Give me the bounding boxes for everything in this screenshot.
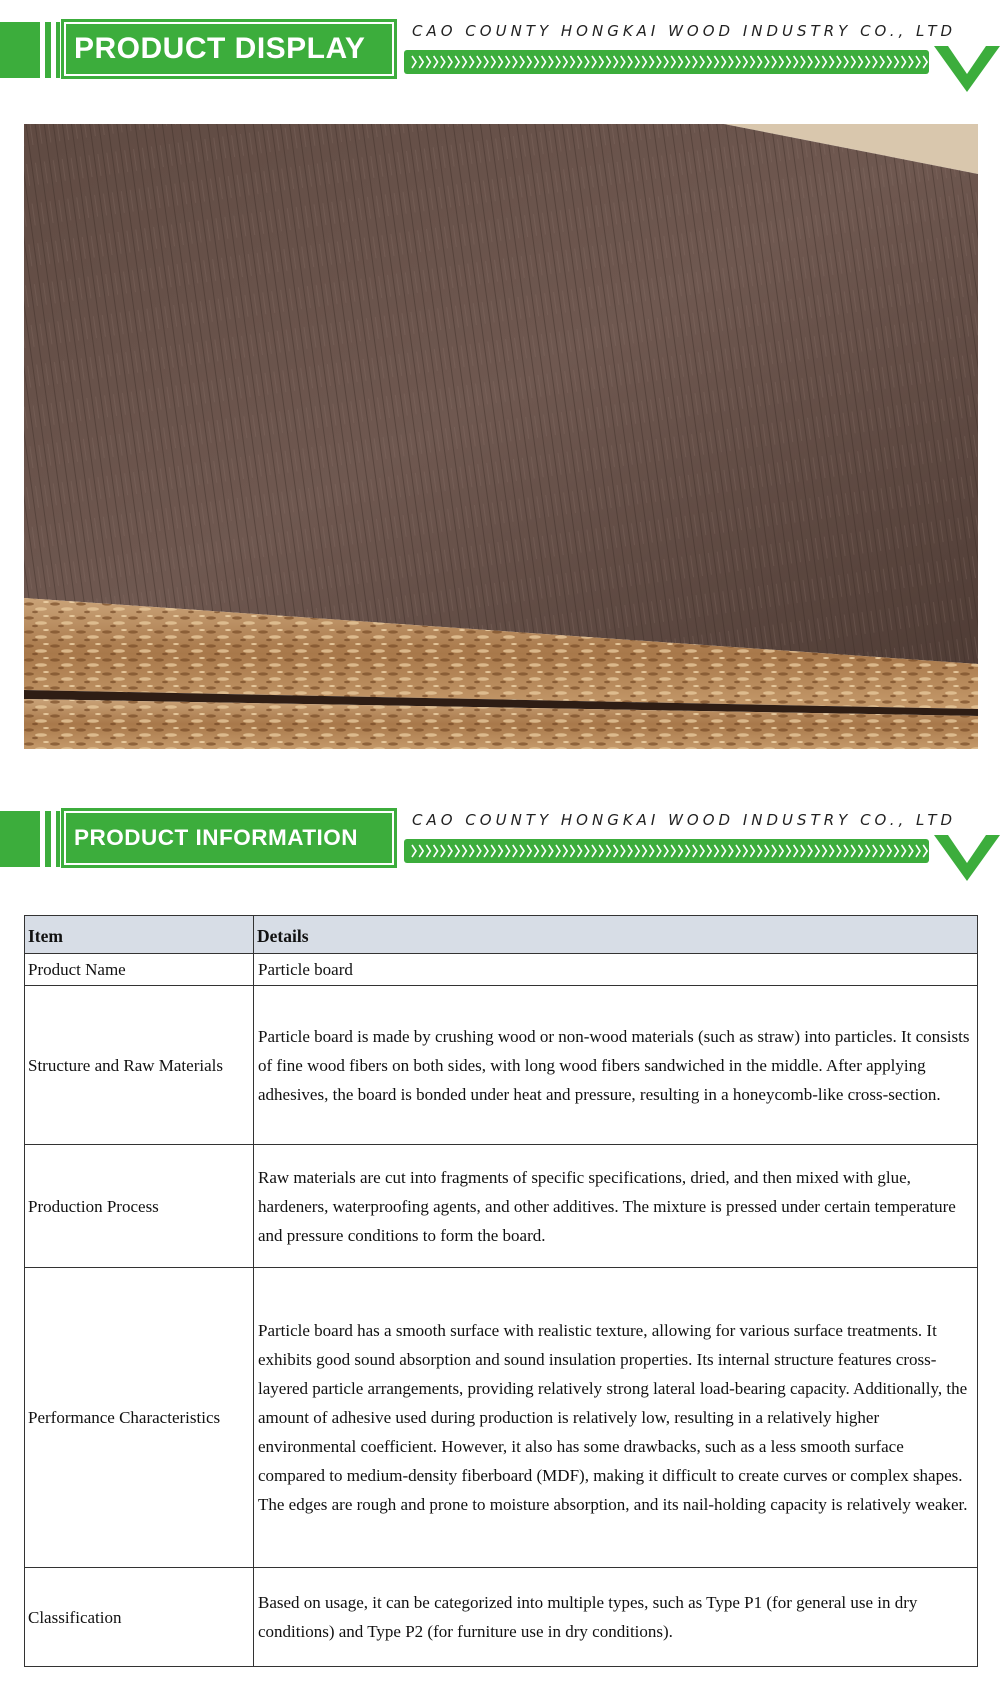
table-row	[25, 1268, 978, 1568]
arrow-bar	[404, 839, 929, 863]
table-row	[25, 986, 978, 1145]
banner-stripe	[56, 22, 60, 78]
section-title-text: PRODUCT INFORMATION	[74, 825, 359, 850]
header-details: Details	[254, 916, 978, 954]
row-item: Product Name	[25, 954, 254, 986]
header-item: Item	[25, 916, 254, 954]
chevron-down-icon	[934, 833, 1000, 883]
company-name: CAO COUNTY HONGKAI WOOD INDUSTRY CO., LTD	[412, 811, 957, 829]
row-details: Particle board is made by crushing wood or non-wood materials (such as straw) into particles. It consists of fine wood fibers on both sides, with long wood fibers sandwiched in the middle. After applying adhesives, the board is bonded under heat and pressure, resulting in a honeycomb-like cross-section.	[254, 986, 978, 1145]
table-header-row	[25, 916, 978, 954]
section-title	[64, 811, 394, 865]
table-row	[25, 1145, 978, 1268]
row-item: Structure and Raw Materials	[25, 986, 254, 1145]
banner-stripe	[45, 811, 51, 867]
banner-stripe	[0, 811, 40, 867]
company-name: CAO COUNTY HONGKAI WOOD INDUSTRY CO., LTD	[412, 22, 957, 40]
row-item: Classification	[25, 1568, 254, 1667]
banner-stripe	[0, 22, 40, 78]
product-photo	[24, 124, 978, 749]
section-title-text: PRODUCT DISPLAY	[74, 32, 366, 65]
banner-stripe	[56, 811, 60, 867]
particle-board-image	[24, 124, 978, 749]
row-details: Particle board has a smooth surface with realistic texture, allowing for various surface treatments. It exhibits good sound absorption and sound insulation properties. Its internal structure features cross-layered particle arrangements, providing relatively strong lateral load-bearing capacity. Additionally, the amount of adhesive used during production is relatively low, resulting in a relatively higher environmental coefficient. However, it also has some drawbacks, such as a less smooth surface compared to medium-density fiberboard (MDF), making it difficult to create curves or complex shapes. The edges are rough and prone to moisture absorption, and its nail-holding capacity is relatively weaker.	[254, 1268, 978, 1568]
row-details: Particle board	[254, 954, 978, 986]
chevron-pattern-icon	[404, 50, 929, 74]
chevron-down-icon	[934, 44, 1000, 94]
section-title	[64, 22, 394, 76]
row-item: Production Process	[25, 1145, 254, 1268]
row-details: Raw materials are cut into fragments of specific specifications, dried, and then mixed with glue, hardeners, waterproofing agents, and other additives. The mixture is pressed under certain temperature and pressure conditions to form the board.	[254, 1145, 978, 1268]
row-details: Based on usage, it can be categorized into multiple types, such as Type P1 (for general use in dry conditions) and Type P2 (for furniture use in dry conditions).	[254, 1568, 978, 1667]
table-row	[25, 954, 978, 986]
row-item: Performance Characteristics	[25, 1268, 254, 1568]
product-display-banner	[0, 0, 1000, 95]
product-info-table	[24, 915, 978, 1667]
banner-stripe	[45, 22, 51, 78]
product-information-banner	[0, 789, 1000, 884]
chevron-pattern-icon	[404, 839, 929, 863]
arrow-bar	[404, 50, 929, 74]
table-row	[25, 1568, 978, 1667]
